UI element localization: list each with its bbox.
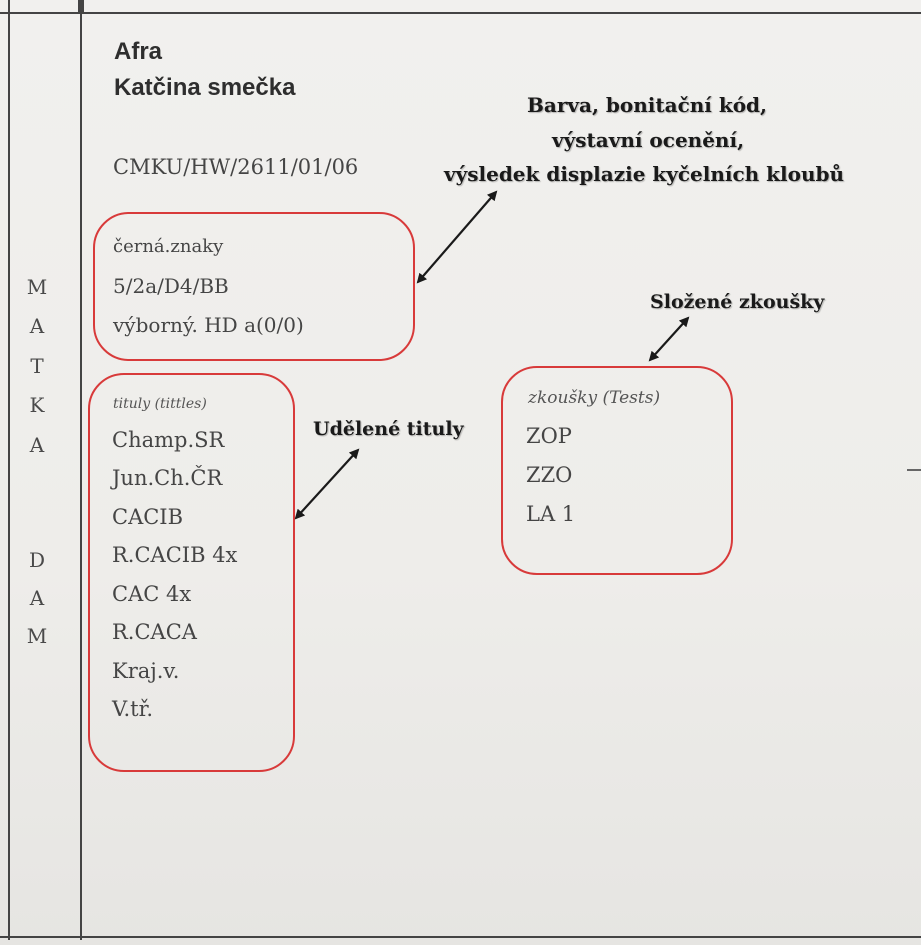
- side-letter: A: [29, 314, 45, 338]
- tests-note: Složené zkoušky: [650, 291, 825, 313]
- dog-name: Afra: [114, 38, 163, 65]
- color-value: černá.znaky: [113, 236, 224, 257]
- side-letter: M: [26, 624, 48, 648]
- side-letter: A: [29, 586, 45, 610]
- attributes-note-line-3: výsledek displazie kyčelních kloubů: [444, 162, 845, 186]
- tests-arrow: [650, 318, 688, 360]
- title-item: Jun.Ch.ČR: [112, 466, 223, 490]
- title-item: V.tř.: [112, 697, 154, 721]
- titles-header: tituly (tittles): [113, 396, 207, 412]
- title-item: CAC 4x: [112, 582, 192, 606]
- attributes-note-line-2: výstavní ocenění,: [552, 128, 745, 152]
- side-letter: K: [29, 393, 45, 417]
- titles-arrow: [296, 450, 358, 518]
- title-item: Kraj.v.: [112, 659, 180, 683]
- test-item: ZZO: [526, 463, 573, 487]
- attributes-arrow: [418, 192, 496, 282]
- side-letter: T: [30, 354, 44, 378]
- test-item: ZOP: [526, 424, 572, 448]
- title-item: R.CACIB 4x: [112, 543, 238, 567]
- side-letter: M: [26, 275, 48, 299]
- title-item: Champ.SR: [112, 428, 225, 452]
- title-item: CACIB: [112, 505, 184, 529]
- registration-number: CMKU/HW/2611/01/06: [113, 155, 359, 179]
- side-letter: A: [29, 433, 45, 457]
- breed-code-value: 5/2a/D4/BB: [113, 274, 229, 298]
- title-item: R.CACA: [112, 620, 197, 644]
- tests-header: zkoušky (Tests): [528, 388, 661, 408]
- titles-note: Udělené tituly: [313, 418, 464, 440]
- kennel-name: Katčina smečka: [114, 74, 296, 101]
- side-letter: D: [28, 548, 46, 572]
- attributes-note-line-1: Barva, bonitační kód,: [527, 93, 767, 117]
- show-rating-value: výborný. HD a(0/0): [113, 313, 304, 337]
- test-item: LA 1: [526, 502, 576, 526]
